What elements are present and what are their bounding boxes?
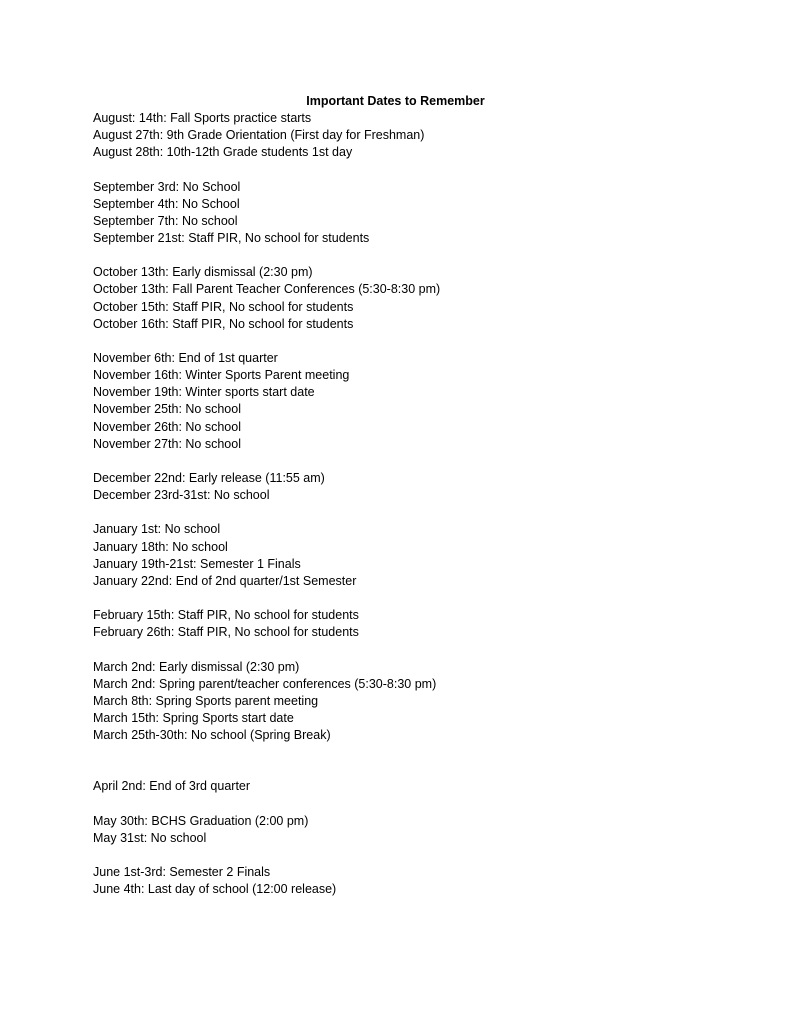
date-entry: March 8th: Spring Sports parent meeting (93, 693, 319, 708)
date-entry: August 28th: 10th-12th Grade students 1st day (93, 145, 353, 160)
date-entry: September 3rd: No School (93, 179, 241, 194)
blank-line (93, 504, 440, 521)
date-entry: November 27th: No school (93, 436, 241, 451)
date-entry: October 16th: Staff PIR, No school for students (93, 316, 354, 331)
date-entry: May 30th: BCHS Graduation (2:00 pm) (93, 813, 309, 828)
date-entry: January 19th-21st: Semester 1 Finals (93, 556, 301, 571)
date-entry: January 1st: No school (93, 522, 221, 537)
date-entry: June 1st-3rd: Semester 2 Finals (93, 865, 271, 880)
date-entry: October 13th: Early dismissal (2:30 pm) (93, 265, 313, 280)
date-entry: March 15th: Spring Sports start date (93, 710, 294, 725)
date-entry: August 27th: 9th Grade Orientation (First day for Freshman) (93, 128, 425, 143)
page-title: Important Dates to Remember (306, 94, 485, 108)
blank-line (93, 590, 440, 607)
date-entry: December 22nd: Early release (11:55 am) (93, 470, 325, 485)
date-entry: November 19th: Winter sports start date (93, 385, 315, 400)
date-entry: January 22nd: End of 2nd quarter/1st Semester (93, 573, 357, 588)
date-entry: October 13th: Fall Parent Teacher Conferences (5:30-8:30 pm) (93, 282, 441, 297)
blank-line (93, 761, 440, 778)
blank-line (93, 333, 440, 350)
date-entry: January 18th: No school (93, 539, 228, 554)
blank-line (93, 847, 440, 864)
date-entry: November 16th: Winter Sports Parent meeting (93, 368, 350, 383)
blank-line (93, 641, 440, 658)
blank-line (93, 744, 440, 761)
date-entry: October 15th: Staff PIR, No school for students (93, 299, 354, 314)
date-entry: September 7th: No school (93, 213, 238, 228)
blank-line (93, 796, 440, 813)
dates-list (93, 110, 440, 898)
date-entry: November 26th: No school (93, 419, 241, 434)
date-entry: March 2nd: Early dismissal (2:30 pm) (93, 659, 300, 674)
date-entry: August: 14th: Fall Sports practice starts (93, 111, 312, 125)
date-entry: March 25th-30th: No school (Spring Break) (93, 728, 331, 743)
date-entry: November 25th: No school (93, 402, 241, 417)
blank-line (93, 161, 440, 178)
date-entry: September 4th: No School (93, 196, 240, 211)
date-entry: December 23rd-31st: No school (93, 488, 270, 503)
date-entry: November 6th: End of 1st quarter (93, 350, 278, 365)
date-entry: March 2nd: Spring parent/teacher conferences (5:30-8:30 pm) (93, 676, 437, 691)
blank-line (93, 453, 440, 470)
date-entry: February 15th: Staff PIR, No school for students (93, 608, 359, 623)
date-entry: April 2nd: End of 3rd quarter (93, 779, 251, 794)
date-entry: May 31st: No school (93, 830, 207, 845)
date-entry: September 21st: Staff PIR, No school for students (93, 230, 370, 245)
blank-line (93, 247, 440, 264)
date-entry: February 26th: Staff PIR, No school for students (93, 625, 359, 640)
date-entry: June 4th: Last day of school (12:00 release) (93, 882, 337, 897)
